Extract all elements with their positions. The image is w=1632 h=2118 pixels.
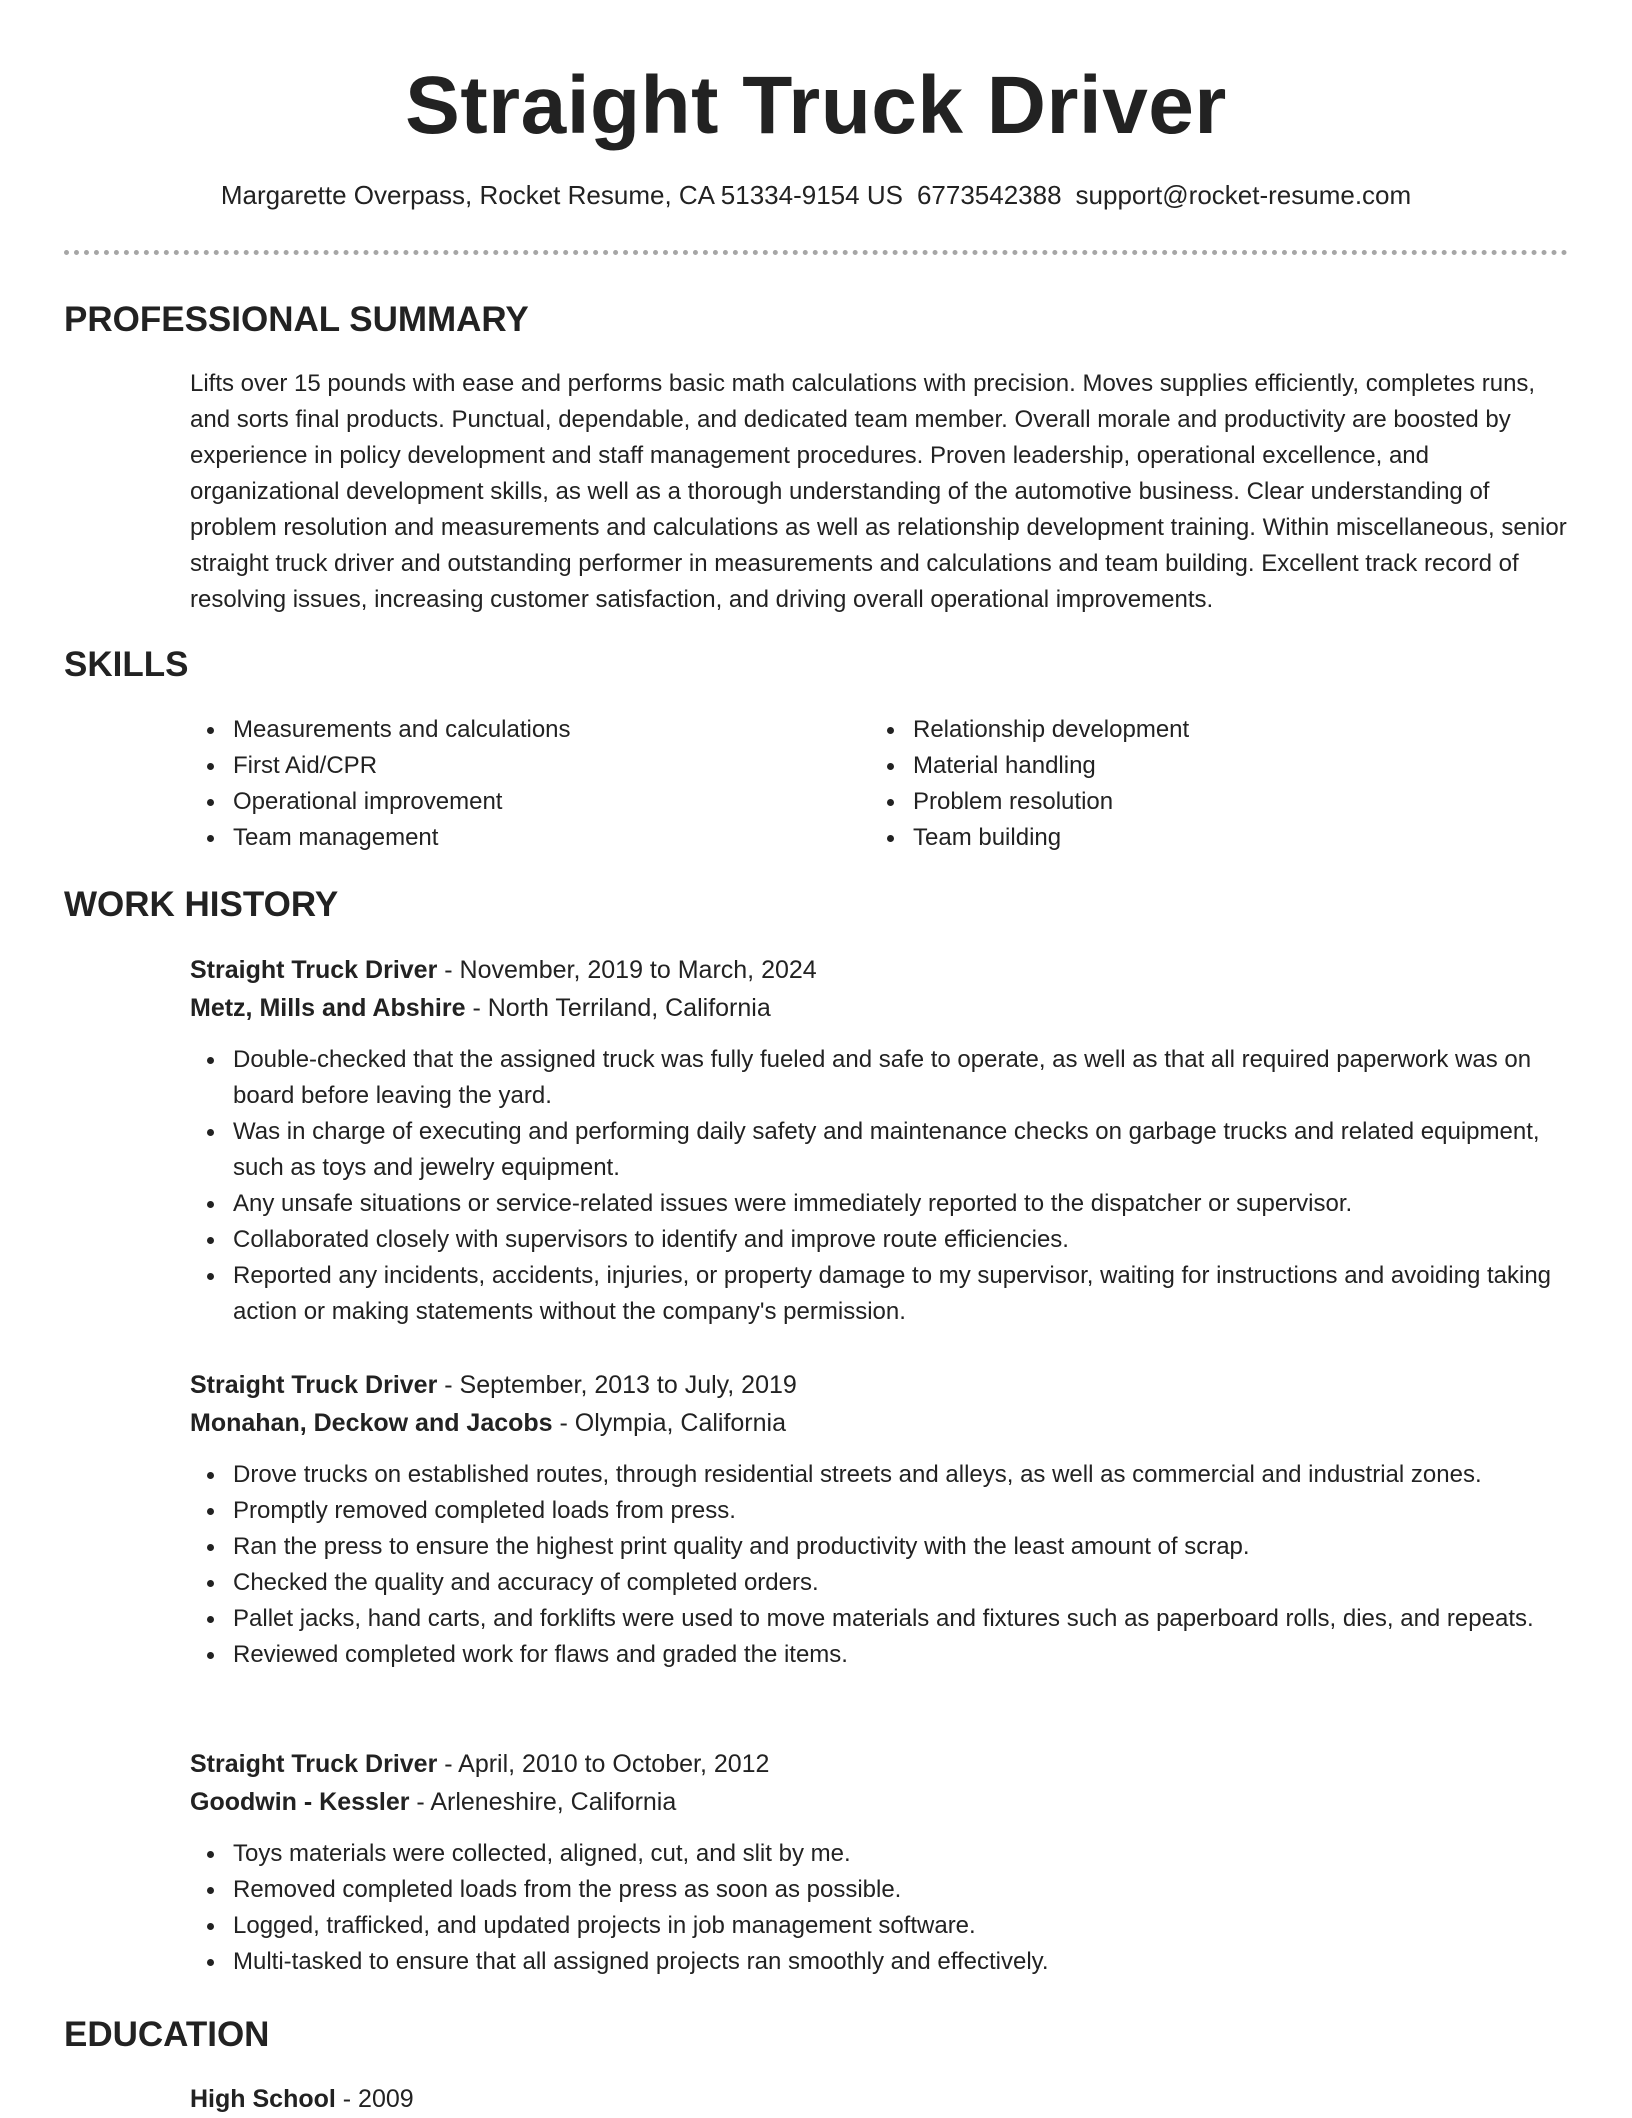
job-duties xyxy=(190,1457,1568,1673)
header-divider xyxy=(64,250,1568,255)
job-duties xyxy=(190,1836,1568,1980)
job-title-line xyxy=(190,1745,1568,1783)
section-title-skills: SKILLS xyxy=(64,645,189,684)
duty-item: Reported any incidents, accidents, injuries, or property damage to my supervisor, waiting for instructions and avoiding taking action or making statements without the company's permission. xyxy=(233,1258,1568,1330)
education-year: - 2009 xyxy=(335,2085,414,2113)
job-location: - North Terriland, California xyxy=(465,994,771,1022)
duty-item: Promptly removed completed loads from press. xyxy=(233,1493,1568,1529)
skill-item: Relationship development xyxy=(913,712,1189,748)
education-entry xyxy=(190,2080,414,2118)
job-location: - Arleneshire, California xyxy=(409,1788,677,1816)
skill-item: Operational improvement xyxy=(233,784,571,820)
resume-title: Straight Truck Driver xyxy=(405,60,1227,151)
duty-item: Checked the quality and accuracy of completed orders. xyxy=(233,1565,1568,1601)
job-company-line xyxy=(190,989,1568,1027)
skills-list-right xyxy=(870,712,1189,856)
contact-phone: 6773542388 xyxy=(916,180,1062,210)
job-location: - Olympia, California xyxy=(552,1409,786,1437)
duty-item: Multi-tasked to ensure that all assigned projects ran smoothly and effectively. xyxy=(233,1944,1568,1980)
duty-item: Ran the press to ensure the highest print quality and productivity with the least amount of scrap. xyxy=(233,1529,1568,1565)
job-title: Straight Truck Driver xyxy=(190,1371,438,1399)
job-company-line xyxy=(190,1404,1568,1442)
job-dates: - September, 2013 to July, 2019 xyxy=(437,1371,797,1399)
skill-item: Measurements and calculations xyxy=(233,712,571,748)
duty-item: Any unsafe situations or service-related issues were immediately reported to the dispatcher or supervisor. xyxy=(233,1186,1568,1222)
job-company: Monahan, Deckow and Jacobs xyxy=(190,1409,553,1437)
job-entry xyxy=(190,1745,1568,1980)
section-title-work-history: WORK HISTORY xyxy=(64,885,339,924)
job-title: Straight Truck Driver xyxy=(190,1750,438,1778)
skill-item: Material handling xyxy=(913,748,1189,784)
job-dates: - November, 2019 to March, 2024 xyxy=(437,956,817,984)
duty-item: Drove trucks on established routes, through residential streets and alleys, as well as commercial and industrial zones. xyxy=(233,1457,1568,1493)
job-company-line xyxy=(190,1783,1568,1821)
job-entry xyxy=(190,951,1568,1330)
job-duties xyxy=(190,1042,1568,1330)
skill-item: First Aid/CPR xyxy=(233,748,571,784)
duty-item: Logged, trafficked, and updated projects in job management software. xyxy=(233,1908,1568,1944)
skill-item: Team management xyxy=(233,820,571,856)
skill-item: Problem resolution xyxy=(913,784,1189,820)
duty-item: Pallet jacks, hand carts, and forklifts were used to move materials and fixtures such as paperboard rolls, dies, and repeats. xyxy=(233,1601,1568,1637)
job-title-line xyxy=(190,1366,1568,1404)
duty-item: Collaborated closely with supervisors to identify and improve route efficiencies. xyxy=(233,1222,1568,1258)
job-title-line xyxy=(190,951,1568,989)
job-entry xyxy=(190,1366,1568,1673)
duty-item: Double-checked that the assigned truck was fully fueled and safe to operate, as well as that all required paperwork was on board before leaving the yard. xyxy=(233,1042,1568,1114)
duty-item: Was in charge of executing and performing daily safety and maintenance checks on garbage trucks and related equipment, such as toys and jewelry equipment. xyxy=(233,1114,1568,1186)
section-title-education: EDUCATION xyxy=(64,2015,270,2054)
summary-text: Lifts over 15 pounds with ease and performs basic math calculations with precision. Moves supplies efficiently, completes runs, and sorts final products. Punctual, dependable, and dedicated team member. Overall morale and productivity are boosted by experience in policy development and staff management procedures. Proven leadership, operational excellence, and organizational development skills, as well as a thorough understanding of the automotive business. Clear understanding of problem resolution and measurements and calculations as well as relationship development training. Within miscellaneous, senior straight truck driver and outstanding performer in measurements and calculations and team building. Excellent track record of resolving issues, increasing customer satisfaction, and driving overall operational improvements. xyxy=(190,370,1567,613)
duty-item: Removed completed loads from the press as soon as possible. xyxy=(233,1872,1568,1908)
contact-address: Margarette Overpass, Rocket Resume, CA 51334-9154 US xyxy=(220,180,903,210)
contact-email[interactable]: support@rocket-resume.com xyxy=(1075,180,1412,210)
duty-item: Reviewed completed work for flaws and graded the items. xyxy=(233,1637,1568,1673)
section-title-summary: PROFESSIONAL SUMMARY xyxy=(64,300,529,339)
duty-item: Toys materials were collected, aligned, cut, and slit by me. xyxy=(233,1836,1568,1872)
contact-line xyxy=(0,178,1632,212)
job-title: Straight Truck Driver xyxy=(190,956,438,984)
job-company: Goodwin - Kessler xyxy=(190,1788,410,1816)
skills-list-left xyxy=(190,712,571,856)
job-dates: - April, 2010 to October, 2012 xyxy=(437,1750,770,1778)
job-company: Metz, Mills and Abshire xyxy=(190,994,466,1022)
skill-item: Team building xyxy=(913,820,1189,856)
education-degree: High School xyxy=(190,2085,336,2113)
